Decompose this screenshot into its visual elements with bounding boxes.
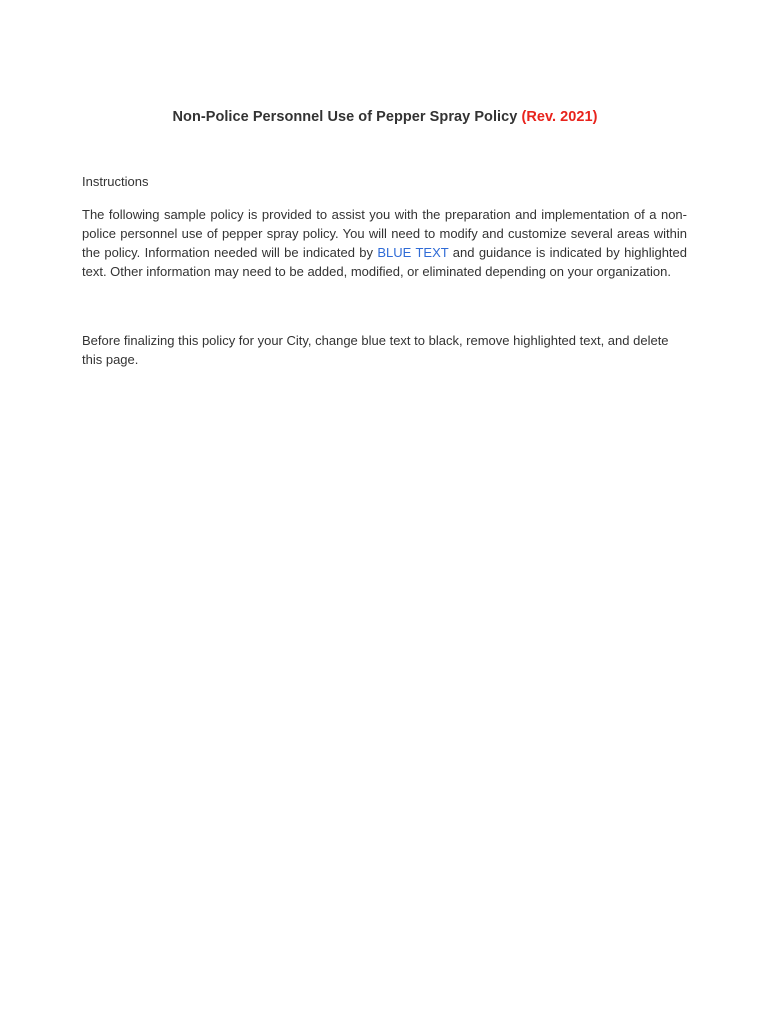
section-heading: Instructions xyxy=(82,174,149,189)
title-text: Non-Police Personnel Use of Pepper Spray Policy xyxy=(172,109,518,125)
paragraph-text-continued: and guidance is indicated by highlighted text. Other information may need to be added, modified, or eliminated depending on your organization. xyxy=(82,245,688,279)
finalizing-paragraph: Before finalizing this policy for your City, change blue text to black, remove highlighted text, and delete this page. xyxy=(82,333,669,367)
document-title xyxy=(0,109,770,125)
title-revision: (Rev. 2021) xyxy=(521,109,598,125)
blue-text-example: BLUE TEXT xyxy=(377,245,449,260)
paragraph-text: The following sample policy is provided to assist you with the preparation and implementation of a non-police personnel use of pepper spray policy. You will need to modify and customize several areas within the policy. Information needed will be indicated by xyxy=(82,207,687,260)
instructions-paragraph xyxy=(82,205,687,281)
